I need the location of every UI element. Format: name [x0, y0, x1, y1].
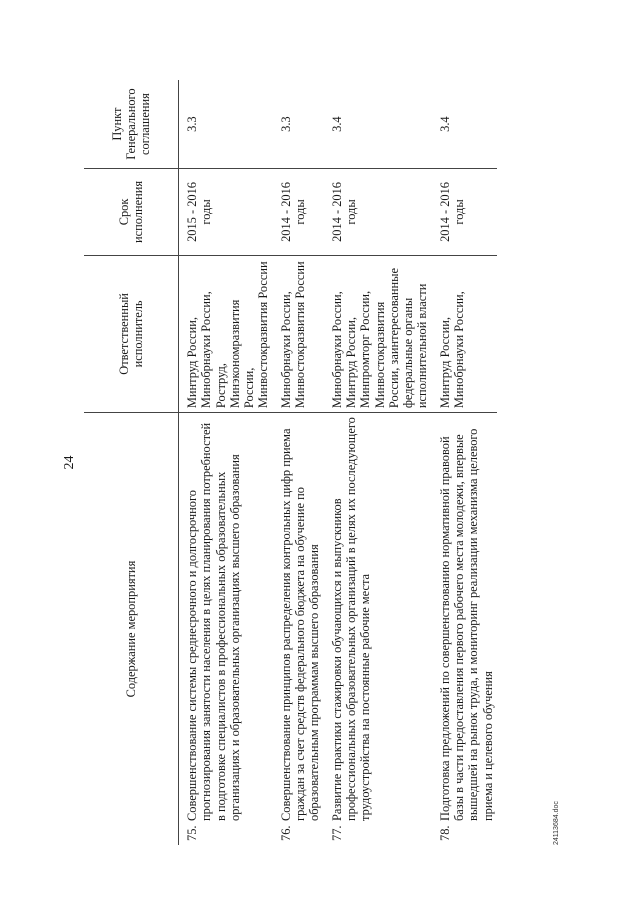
- table-row: [273, 80, 324, 845]
- row-content-cell: [179, 413, 273, 845]
- row-deadline: 2014 - 2016 годы: [273, 169, 324, 255]
- row-clause: 3.4: [324, 80, 432, 169]
- row-content-cell: [432, 413, 497, 845]
- header-clause-line2: Генерального: [123, 88, 138, 160]
- row-content: Развитие практики стажировки обучающихся и выпускников профессиональных образовательных организаций в целях их последующего трудоустройства на постоянные рабочие места: [329, 417, 373, 821]
- header-deadline-line1: Срок: [116, 198, 131, 226]
- row-content-cell: [324, 413, 432, 845]
- table-row: [432, 80, 497, 845]
- row-number: 78.: [437, 825, 452, 841]
- measures-table: [84, 80, 497, 845]
- header-content: [84, 413, 179, 845]
- header-clause-line1: Пункт: [109, 107, 124, 141]
- header-executor: [84, 255, 179, 412]
- row-clause: 3.3: [273, 80, 324, 169]
- row-clause: 3.4: [432, 80, 497, 169]
- row-content: Подготовка предложений по совершенствованию нормативной правовой базы в части предоставления первого рабочего места молодежи, впервые вышедшей на рынок труда, и мониторинг реализации механизма целевого приема и целевого обучения: [437, 428, 495, 821]
- row-content: Совершенствование принципов распределения контрольных цифр приема граждан за счет средств федерального бюджета на обучение по образовательным программам высшего образования: [278, 428, 322, 821]
- table-header-row: [84, 80, 179, 845]
- row-clause: 3.3: [179, 80, 273, 169]
- row-deadline: 2014 - 2016 годы: [324, 169, 432, 255]
- row-number: 76.: [278, 825, 293, 841]
- rotated-content: [62, 80, 562, 845]
- row-executor: Минтруд России, Минобрнауки России, Роструд, Минэкономразвития России, Минвостокразвития России: [179, 255, 273, 412]
- header-clause-line3: соглашения: [138, 93, 153, 156]
- table-row: [324, 80, 432, 845]
- header-executor-line2: исполнитель: [131, 300, 145, 368]
- header-deadline-line2: исполнения: [131, 180, 145, 243]
- row-deadline: 2014 - 2016 годы: [432, 169, 497, 255]
- row-number: 77.: [329, 825, 344, 841]
- table-row: [179, 80, 273, 845]
- row-executor: Минобрнауки России, Минвостокразвития России: [273, 255, 324, 412]
- row-executor: Минобрнауки России, Минтруд России, Минпромторг России, Минвостокразвития России, заинтересованные федеральные органы исполнительной власти: [324, 255, 432, 412]
- row-content: Совершенствование системы среднесрочного и долгосрочного прогнозирования занятости населения в целях планирования потребностей в подготовке специалистов в профессиональных образовательных организациях и образовательных организациях высшего образования: [185, 422, 242, 821]
- row-deadline: 2015 - 2016 годы: [179, 169, 273, 255]
- page-number: 24: [62, 455, 77, 470]
- row-executor: Минтруд России, Минобрнауки России,: [432, 255, 497, 412]
- header-clause: [84, 80, 179, 169]
- header-deadline: [84, 169, 179, 255]
- header-executor-line1: Ответственный: [116, 293, 131, 375]
- row-number: 75.: [185, 825, 199, 841]
- document-code: 24113684.doc: [553, 801, 560, 845]
- header-content-label: Содержание мероприятия: [123, 560, 138, 698]
- row-content-cell: [273, 413, 324, 845]
